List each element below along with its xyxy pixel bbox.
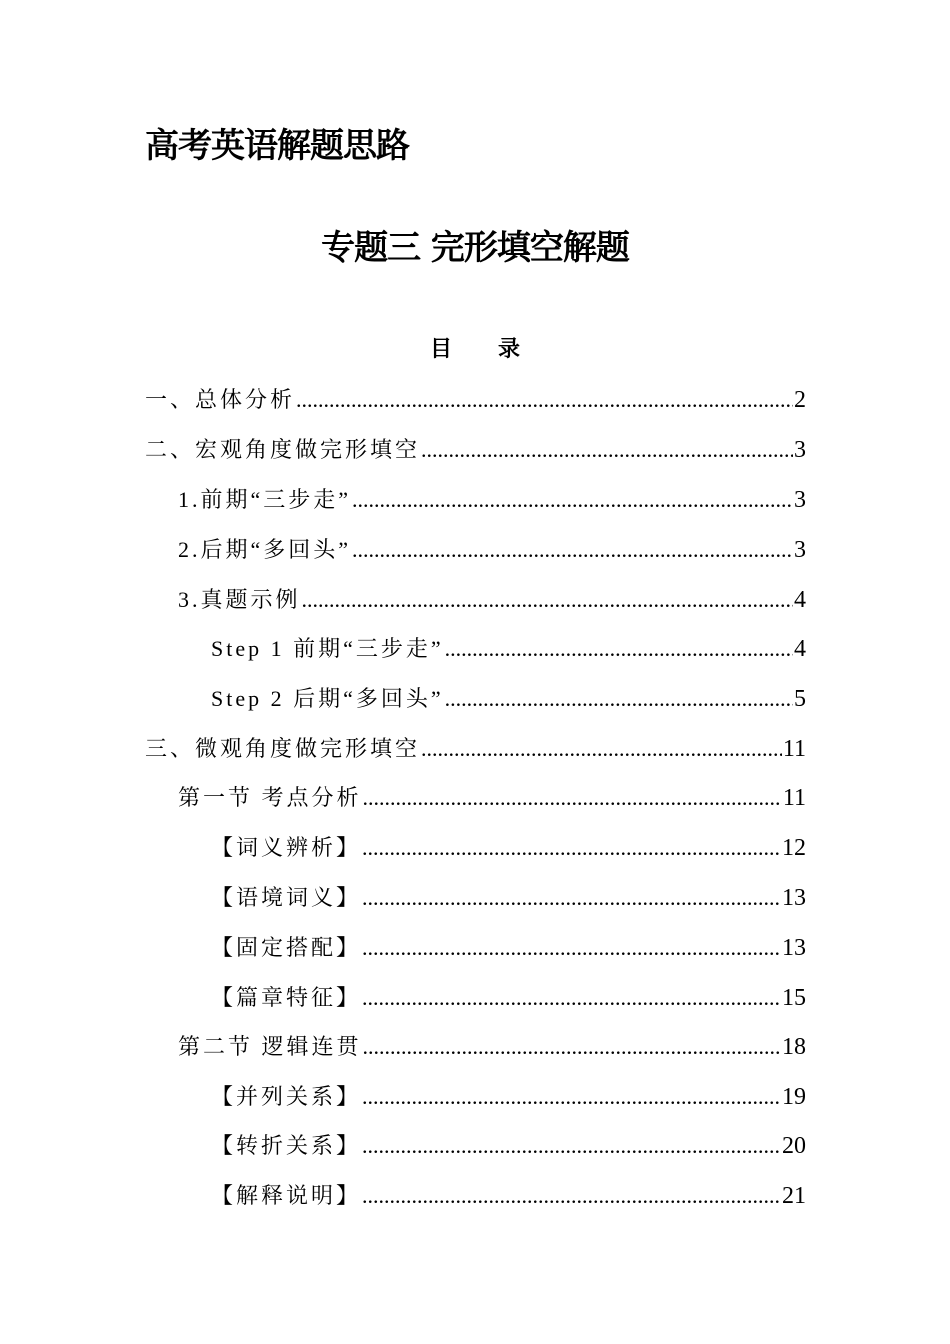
toc-entry[interactable] [211, 881, 806, 915]
toc-dot-leader [362, 881, 781, 915]
toc-dot-leader [363, 1030, 781, 1064]
toc-dot-leader [352, 533, 793, 567]
toc-entry-page: 3 [794, 537, 806, 563]
toc-dot-leader [362, 931, 781, 965]
toc-dot-leader [421, 433, 793, 467]
toc-entry[interactable] [211, 1179, 806, 1213]
toc-dot-leader [362, 1179, 781, 1213]
toc-entry-page: 21 [782, 1183, 806, 1209]
toc-entry-label: 三、微观角度做完形填空 [145, 736, 421, 761]
toc-entry[interactable] [211, 831, 806, 865]
toc-entry[interactable] [145, 383, 806, 417]
toc-entry-page: 19 [782, 1084, 806, 1110]
toc-entry-page: 13 [782, 935, 806, 961]
toc-heading [0, 334, 950, 366]
toc-dot-leader [302, 583, 793, 617]
toc-entry-label: 一、总体分析 [145, 387, 296, 412]
toc-dot-leader [445, 682, 793, 716]
toc-entry[interactable] [211, 931, 806, 965]
toc-entry-page: 4 [794, 636, 806, 662]
toc-heading-left: 目 [429, 337, 452, 362]
toc-heading-right: 录 [498, 337, 521, 362]
document-title: 高考英语解题思路 [145, 126, 409, 166]
toc-entry-label: 第一节 考点分析 [178, 785, 362, 810]
toc-dot-leader [362, 1080, 781, 1114]
toc-entry-page: 2 [794, 387, 806, 413]
toc-entry[interactable] [178, 781, 806, 815]
toc-entry-page: 4 [794, 587, 806, 613]
toc-entry-label: Step 2 后期“多回头” [211, 686, 444, 711]
toc-entry[interactable] [145, 732, 806, 766]
toc-entry-label: 3.真题示例 [178, 587, 301, 612]
toc-dot-leader [362, 831, 781, 865]
toc-entry-label: 【篇章特征】 [211, 985, 362, 1010]
toc-entry-label: 【转折关系】 [211, 1133, 362, 1158]
toc-entry-page: 12 [782, 835, 806, 861]
toc-entry-page: 11 [782, 785, 806, 811]
toc-entry-label: Step 1 前期“三步走” [211, 636, 444, 661]
toc-dot-leader [352, 483, 793, 517]
toc-entry-page: 13 [782, 885, 806, 911]
toc-entry-label: 【并列关系】 [211, 1084, 362, 1109]
toc-dot-leader [363, 781, 782, 815]
toc-entry[interactable] [178, 583, 806, 617]
toc-dot-leader [445, 632, 793, 666]
toc-dot-leader [296, 383, 793, 417]
toc-entry[interactable] [211, 981, 806, 1015]
toc-entry-label: 第二节 逻辑连贯 [178, 1034, 362, 1059]
toc-entry-page: 5 [794, 686, 806, 712]
toc-entry-page: 20 [782, 1133, 806, 1159]
toc-entry-label: 1.前期“三步走” [178, 487, 352, 512]
toc-entry-label: 【解释说明】 [211, 1183, 362, 1208]
toc-entry[interactable] [178, 483, 806, 517]
toc-entry-page: 3 [794, 487, 806, 513]
toc-entry-page: 18 [782, 1034, 806, 1060]
toc-entry-label: 【语境词义】 [211, 885, 362, 910]
toc-dot-leader [362, 1129, 781, 1163]
toc-entry-label: 2.后期“多回头” [178, 537, 352, 562]
toc-entry-page: 15 [782, 985, 806, 1011]
toc-entry[interactable] [211, 1129, 806, 1163]
toc-entry[interactable] [211, 1080, 806, 1114]
toc-entry-label: 【词义辨析】 [211, 835, 362, 860]
toc-entry[interactable] [211, 682, 806, 716]
toc-entry-page: 11 [782, 736, 806, 762]
toc-entry-page: 3 [794, 437, 806, 463]
document-subtitle: 专题三 完形填空解题 [321, 228, 629, 268]
toc-dot-leader [362, 981, 781, 1015]
toc-entry[interactable] [211, 632, 806, 666]
toc-entry[interactable] [178, 533, 806, 567]
toc-dot-leader [421, 732, 782, 766]
toc-entry-label: 【固定搭配】 [211, 935, 362, 960]
toc-entry[interactable] [145, 433, 806, 467]
toc-entry[interactable] [178, 1030, 806, 1064]
toc-entry-label: 二、宏观角度做完形填空 [145, 437, 421, 462]
